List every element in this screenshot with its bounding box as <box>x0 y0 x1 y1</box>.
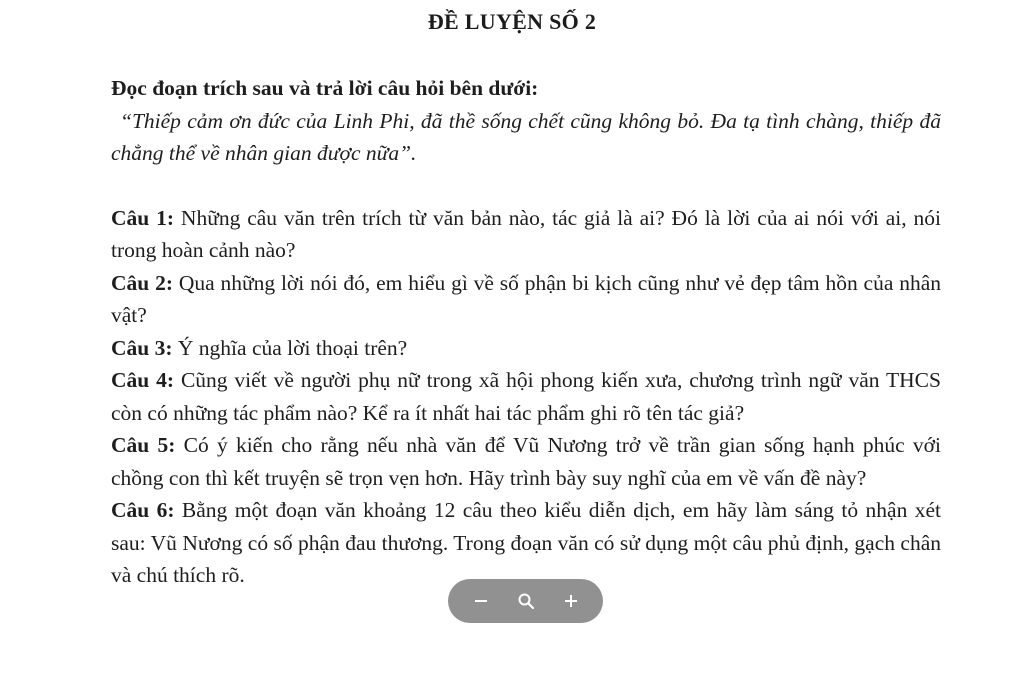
question-text: Những câu văn trên trích từ văn bản nào, tác giả là ai? Đó là lời của ai nói với ai, nói trong hoàn cảnh nào? <box>111 205 941 262</box>
question-2 <box>111 267 941 332</box>
zoom-reset-button[interactable] <box>511 586 541 616</box>
question-5 <box>111 429 941 494</box>
question-label: Câu 1: <box>111 205 175 230</box>
document-body <box>111 72 941 592</box>
question-label: Câu 3: <box>111 335 173 360</box>
paragraph-spacer <box>111 170 941 202</box>
question-label: Câu 4: <box>111 368 175 392</box>
zoom-in-button[interactable] <box>556 586 586 616</box>
question-3 <box>111 332 941 365</box>
question-1 <box>111 202 941 267</box>
question-text: Qua những lời nói đó, em hiểu gì về số phận bi kịch cũng như vẻ đẹp tâm hồn của nhân vật? <box>111 270 941 327</box>
minus-icon <box>474 594 488 608</box>
question-text: Ý nghĩa của lời thoại trên? <box>172 335 408 360</box>
question-6 <box>111 494 941 592</box>
question-label: Câu 5: <box>111 433 176 457</box>
question-text: Bằng một đoạn văn khoảng 12 câu theo kiểu diễn dịch, em hãy làm sáng tỏ nhận xét sau: Vũ Nương có số phận đau thương. Trong đoạn văn có sử dụng một câu phủ định, gạch chân và chú thích rõ. <box>111 498 941 587</box>
question-text: Có ý kiến cho rằng nếu nhà văn để Vũ Nương trở về trần gian sống hạnh phúc với chồng con thì kết truyện sẽ trọn vẹn hơn. Hãy trình bày suy nghĩ của em về vấn đề này? <box>111 433 941 490</box>
question-label: Câu 2: <box>111 270 173 295</box>
zoom-out-button[interactable] <box>466 586 496 616</box>
question-4 <box>111 364 941 429</box>
magnifier-icon <box>517 592 535 610</box>
instruction-heading: Đọc đoạn trích sau và trả lời câu hỏi bên dưới: <box>111 76 539 100</box>
zoom-controls <box>448 579 603 623</box>
plus-icon <box>564 594 578 608</box>
question-text: Cũng viết về người phụ nữ trong xã hội phong kiến xưa, chương trình ngữ văn THCS còn có những tác phẩm nào? Kể ra ít nhất hai tác phẩm ghi rõ tên tác giả? <box>111 368 941 425</box>
question-label: Câu 6: <box>111 498 175 522</box>
quoted-passage: “Thiếp cảm ơn đức của Linh Phi, đã thề sống chết cũng không bỏ. Đa tạ tình chàng, thiếp đã chẳng thể về nhân gian được nữa”. <box>111 108 941 165</box>
page-title: ĐỀ LUYỆN SỐ 2 <box>427 9 597 34</box>
